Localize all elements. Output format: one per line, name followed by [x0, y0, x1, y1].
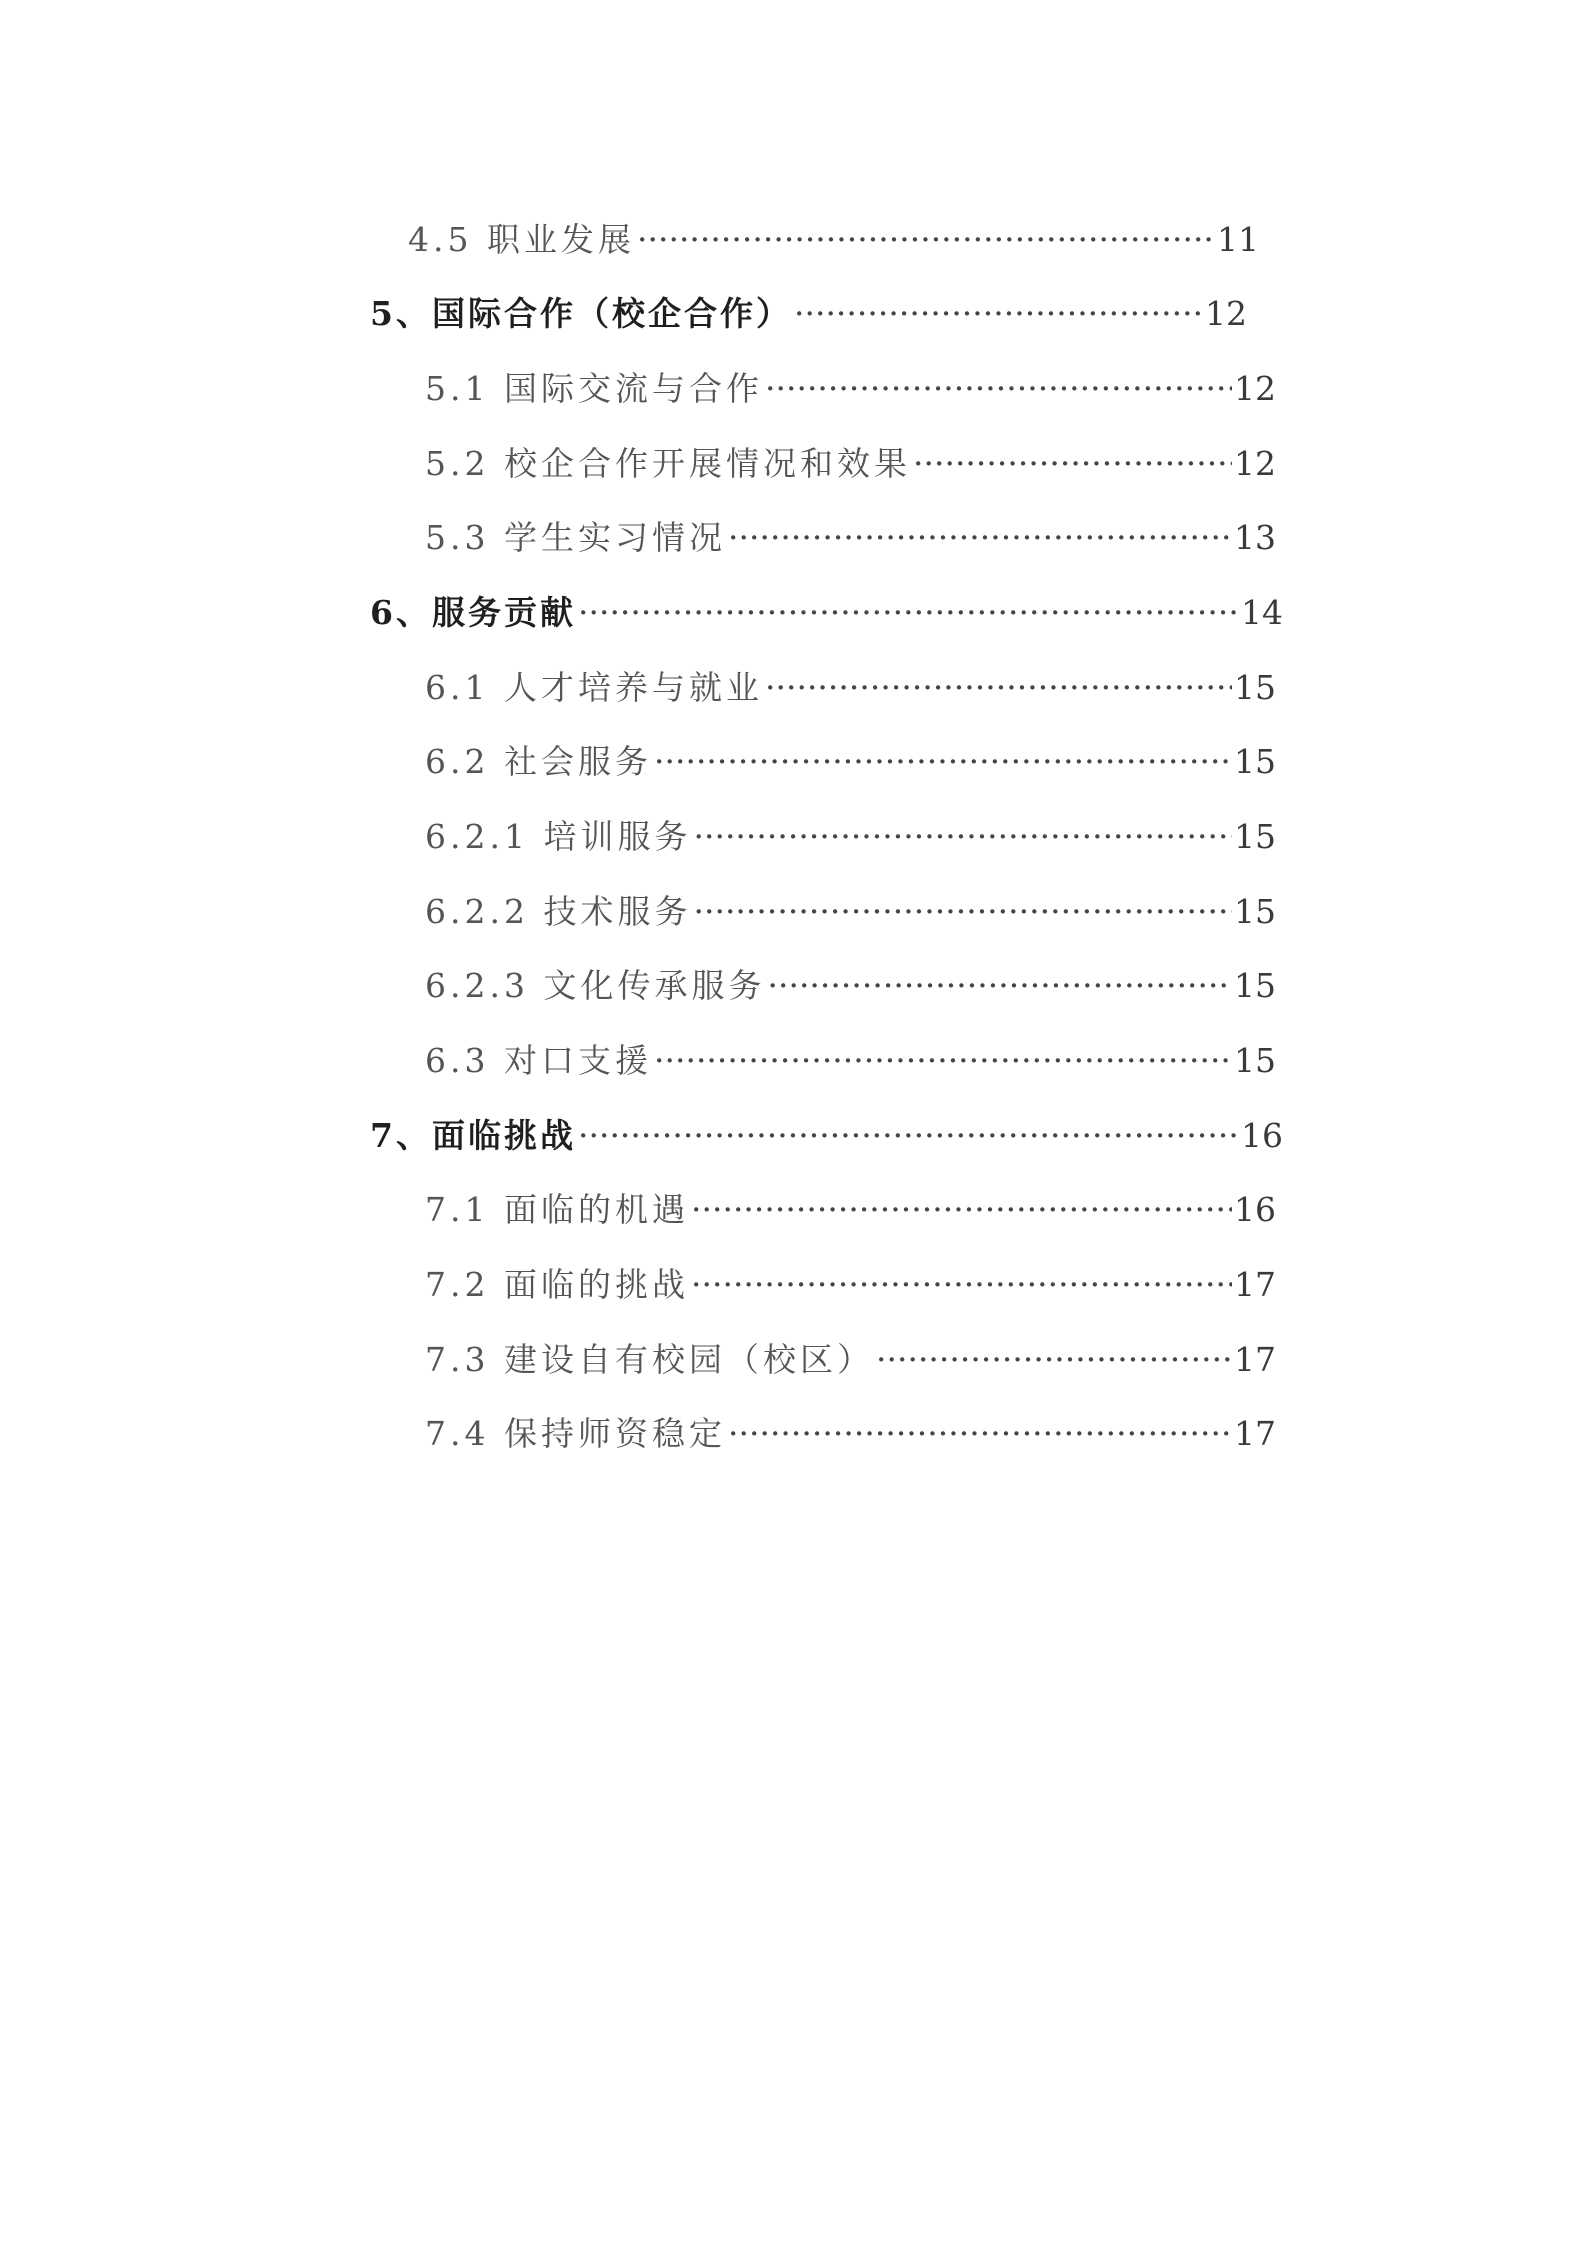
toc-dot-leader: [765, 367, 1232, 411]
toc-entry-title: 6.2.3 文化传承服务: [425, 966, 766, 1005]
toc-dot-leader: [728, 516, 1232, 560]
toc-entry-page: 17: [1234, 1265, 1276, 1304]
toc-dot-leader: [767, 964, 1232, 1008]
toc-entry-page: 12: [1234, 369, 1276, 408]
toc-entry-page: 12: [1205, 294, 1247, 333]
toc-entry-title: 7、面临挑战: [370, 1116, 576, 1155]
toc-dot-leader: [728, 1412, 1232, 1456]
toc-entry[interactable]: [425, 740, 1276, 784]
toc-entry[interactable]: [425, 1263, 1276, 1307]
toc-entry[interactable]: [425, 890, 1276, 934]
toc-entry-title: 6.2.2 技术服务: [425, 892, 692, 931]
toc-entry-title: 6、服务贡献: [370, 593, 576, 632]
toc-entry[interactable]: [425, 1412, 1276, 1456]
toc-entry[interactable]: [425, 442, 1276, 486]
toc-entry[interactable]: [425, 516, 1276, 560]
toc-dot-leader: [693, 815, 1232, 859]
toc-dot-leader: [765, 666, 1232, 710]
toc-dot-leader: [794, 292, 1203, 336]
toc-entry[interactable]: [425, 815, 1276, 859]
toc-entry[interactable]: [425, 964, 1276, 1008]
toc-entry[interactable]: [425, 1188, 1276, 1232]
toc-entry-page: 13: [1234, 518, 1276, 557]
toc-entry[interactable]: [425, 1338, 1276, 1382]
toc-entry-title: 7.3 建设自有校园（校区）: [425, 1340, 874, 1379]
toc-entry-title: 5.2 校企合作开展情况和效果: [425, 444, 911, 483]
toc-dot-leader: [913, 442, 1232, 486]
toc-entry-title: 7.1 面临的机遇: [425, 1190, 689, 1229]
toc-entry-page: 11: [1217, 220, 1259, 259]
toc-entry-title: 6.1 人才培养与就业: [425, 668, 763, 707]
toc-entry-title: 7.2 面临的挑战: [425, 1265, 689, 1304]
toc-entry-title: 5.1 国际交流与合作: [425, 369, 763, 408]
toc-dot-leader: [578, 1114, 1239, 1158]
toc-dot-leader: [578, 591, 1239, 635]
toc-dot-leader: [693, 890, 1232, 934]
toc-entry-page: 15: [1234, 668, 1276, 707]
toc-entry-page: 15: [1234, 817, 1276, 856]
toc-entry-page: 16: [1234, 1190, 1276, 1229]
toc-dot-leader: [654, 1039, 1232, 1083]
toc-dot-leader: [691, 1263, 1232, 1307]
toc-entry-page: 15: [1234, 1041, 1276, 1080]
toc-entry[interactable]: [425, 367, 1276, 411]
toc-chapter-entry[interactable]: [370, 1114, 1283, 1158]
toc-chapter-entry[interactable]: [370, 292, 1247, 336]
toc-entry-title: 6.3 对口支援: [425, 1041, 652, 1080]
toc-entry[interactable]: [425, 1039, 1276, 1083]
toc-entry[interactable]: [425, 666, 1276, 710]
toc-entry-title: 4.5 职业发展: [408, 220, 635, 259]
toc-entry-page: 16: [1241, 1116, 1283, 1155]
toc-entry-title: 5.3 学生实习情况: [425, 518, 726, 557]
toc-entry-page: 12: [1234, 444, 1276, 483]
toc-entry-title: 6.2.1 培训服务: [425, 817, 692, 856]
toc-entry-page: 15: [1234, 966, 1276, 1005]
toc-dot-leader: [637, 218, 1215, 262]
toc-entry-title: 6.2 社会服务: [425, 742, 652, 781]
toc-entry-page: 17: [1234, 1414, 1276, 1453]
toc-dot-leader: [654, 740, 1232, 784]
toc-chapter-entry[interactable]: [370, 591, 1283, 635]
toc-entry-title: 7.4 保持师资稳定: [425, 1414, 726, 1453]
toc-dot-leader: [876, 1338, 1232, 1382]
toc-dot-leader: [691, 1188, 1232, 1232]
toc-entry[interactable]: [408, 218, 1259, 262]
toc-entry-page: 15: [1234, 742, 1276, 781]
toc-entry-page: 17: [1234, 1340, 1276, 1379]
toc-entry-page: 14: [1241, 593, 1283, 632]
toc-entry-title: 5、国际合作（校企合作）: [370, 294, 792, 333]
toc-entry-page: 15: [1234, 892, 1276, 931]
